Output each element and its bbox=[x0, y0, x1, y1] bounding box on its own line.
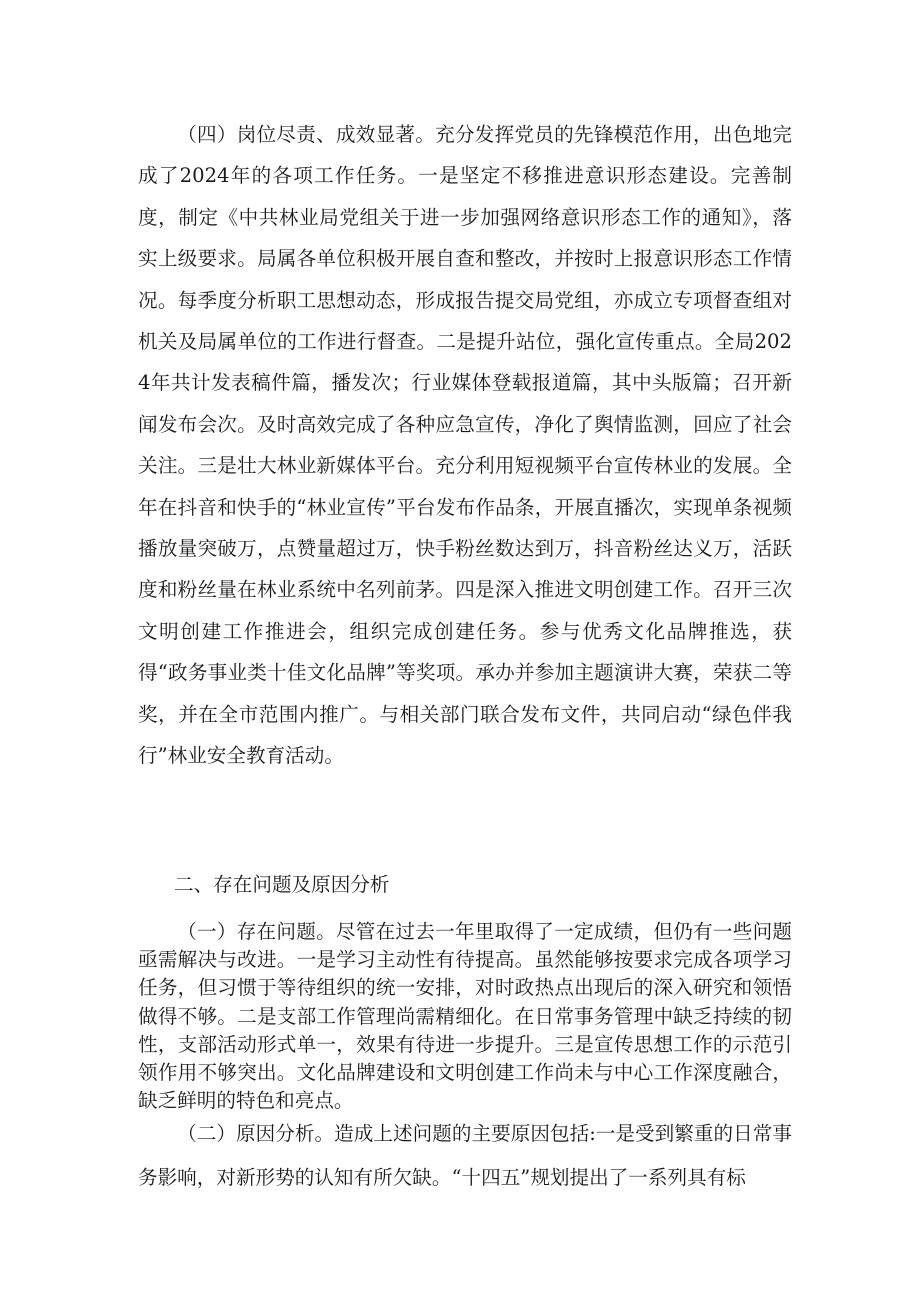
section-heading: 二、存在问题及原因分析 bbox=[174, 873, 390, 896]
paragraph-achievements: （四）岗位尽责、成效显著。充分发挥党员的先锋模范作用，出色地完成了2024年的各项工作任务。一是坚定不移推进意识形态建设。完善制度，制定《中共林业局党组关于进一步加强网络意识形态工作的通知》，落实上级要求。局属各单位积极开展自查和整改，并按时上报意识形态工作情况。每季度分析职工思想动态，形成报告提交局党组，亦成立专项督查组对机关及局属单位的工作进行督查。二是提升站位，强化宣传重点。全局2024年共计发表稿件篇，播发次；行业媒体登载报道篇，其中头版篇；召开新闻发布会次。及时高效完成了各种应急宣传，净化了舆情监测，回应了社会关注。三是壮大林业新媒体平台。充分利用短视频平台宣传林业的发展。全年在抖音和快手的“林业宣传”平台发布作品条，开展直播次，实现单条视频播放量突破万，点赞量超过万，快手粉丝数达到万，抖音粉丝达义万，活跃度和粉丝量在林业系统中名列前茅。四是深入推进文明创建工作。召开三次文明创建工作推进会，组织完成创建任务。参与优秀文化品牌推选，获得“政务事业类十佳文化品牌”等奖项。承办并参加主题演讲大赛，荣获二等奖，并在全市范围内推广。与相关部门联合发布文件，共同启动“绿色伴我行”林业安全教育活动。 bbox=[138, 123, 792, 768]
paragraph-cause-analysis: （二）原因分析。造成上述问题的主要原因包括:一是受到繁重的日常事务影响，对新形势的认知有所欠缺。“十四五”规划提出了一系列具有标 bbox=[138, 1122, 792, 1189]
paragraph-problems: （一）存在问题。尽管在过去一年里取得了一定成绩，但仍有一些问题亟需解决与改进。一是学习主动性有待提高。虽然能够按要求完成各项学习任务，但习惯于等待组织的统一安排，对时政热点出现后的深入研究和领悟做得不够。二是支部工作管理尚需精细化。在日常事务管理中缺乏持续的韧性，支部活动形式单一，效果有待进一步提升。三是宣传思想工作的示范引领作用不够突出。文化品牌建设和文明创建工作尚未与中心工作深度融合，缺乏鲜明的特色和亮点。 bbox=[138, 920, 792, 1113]
